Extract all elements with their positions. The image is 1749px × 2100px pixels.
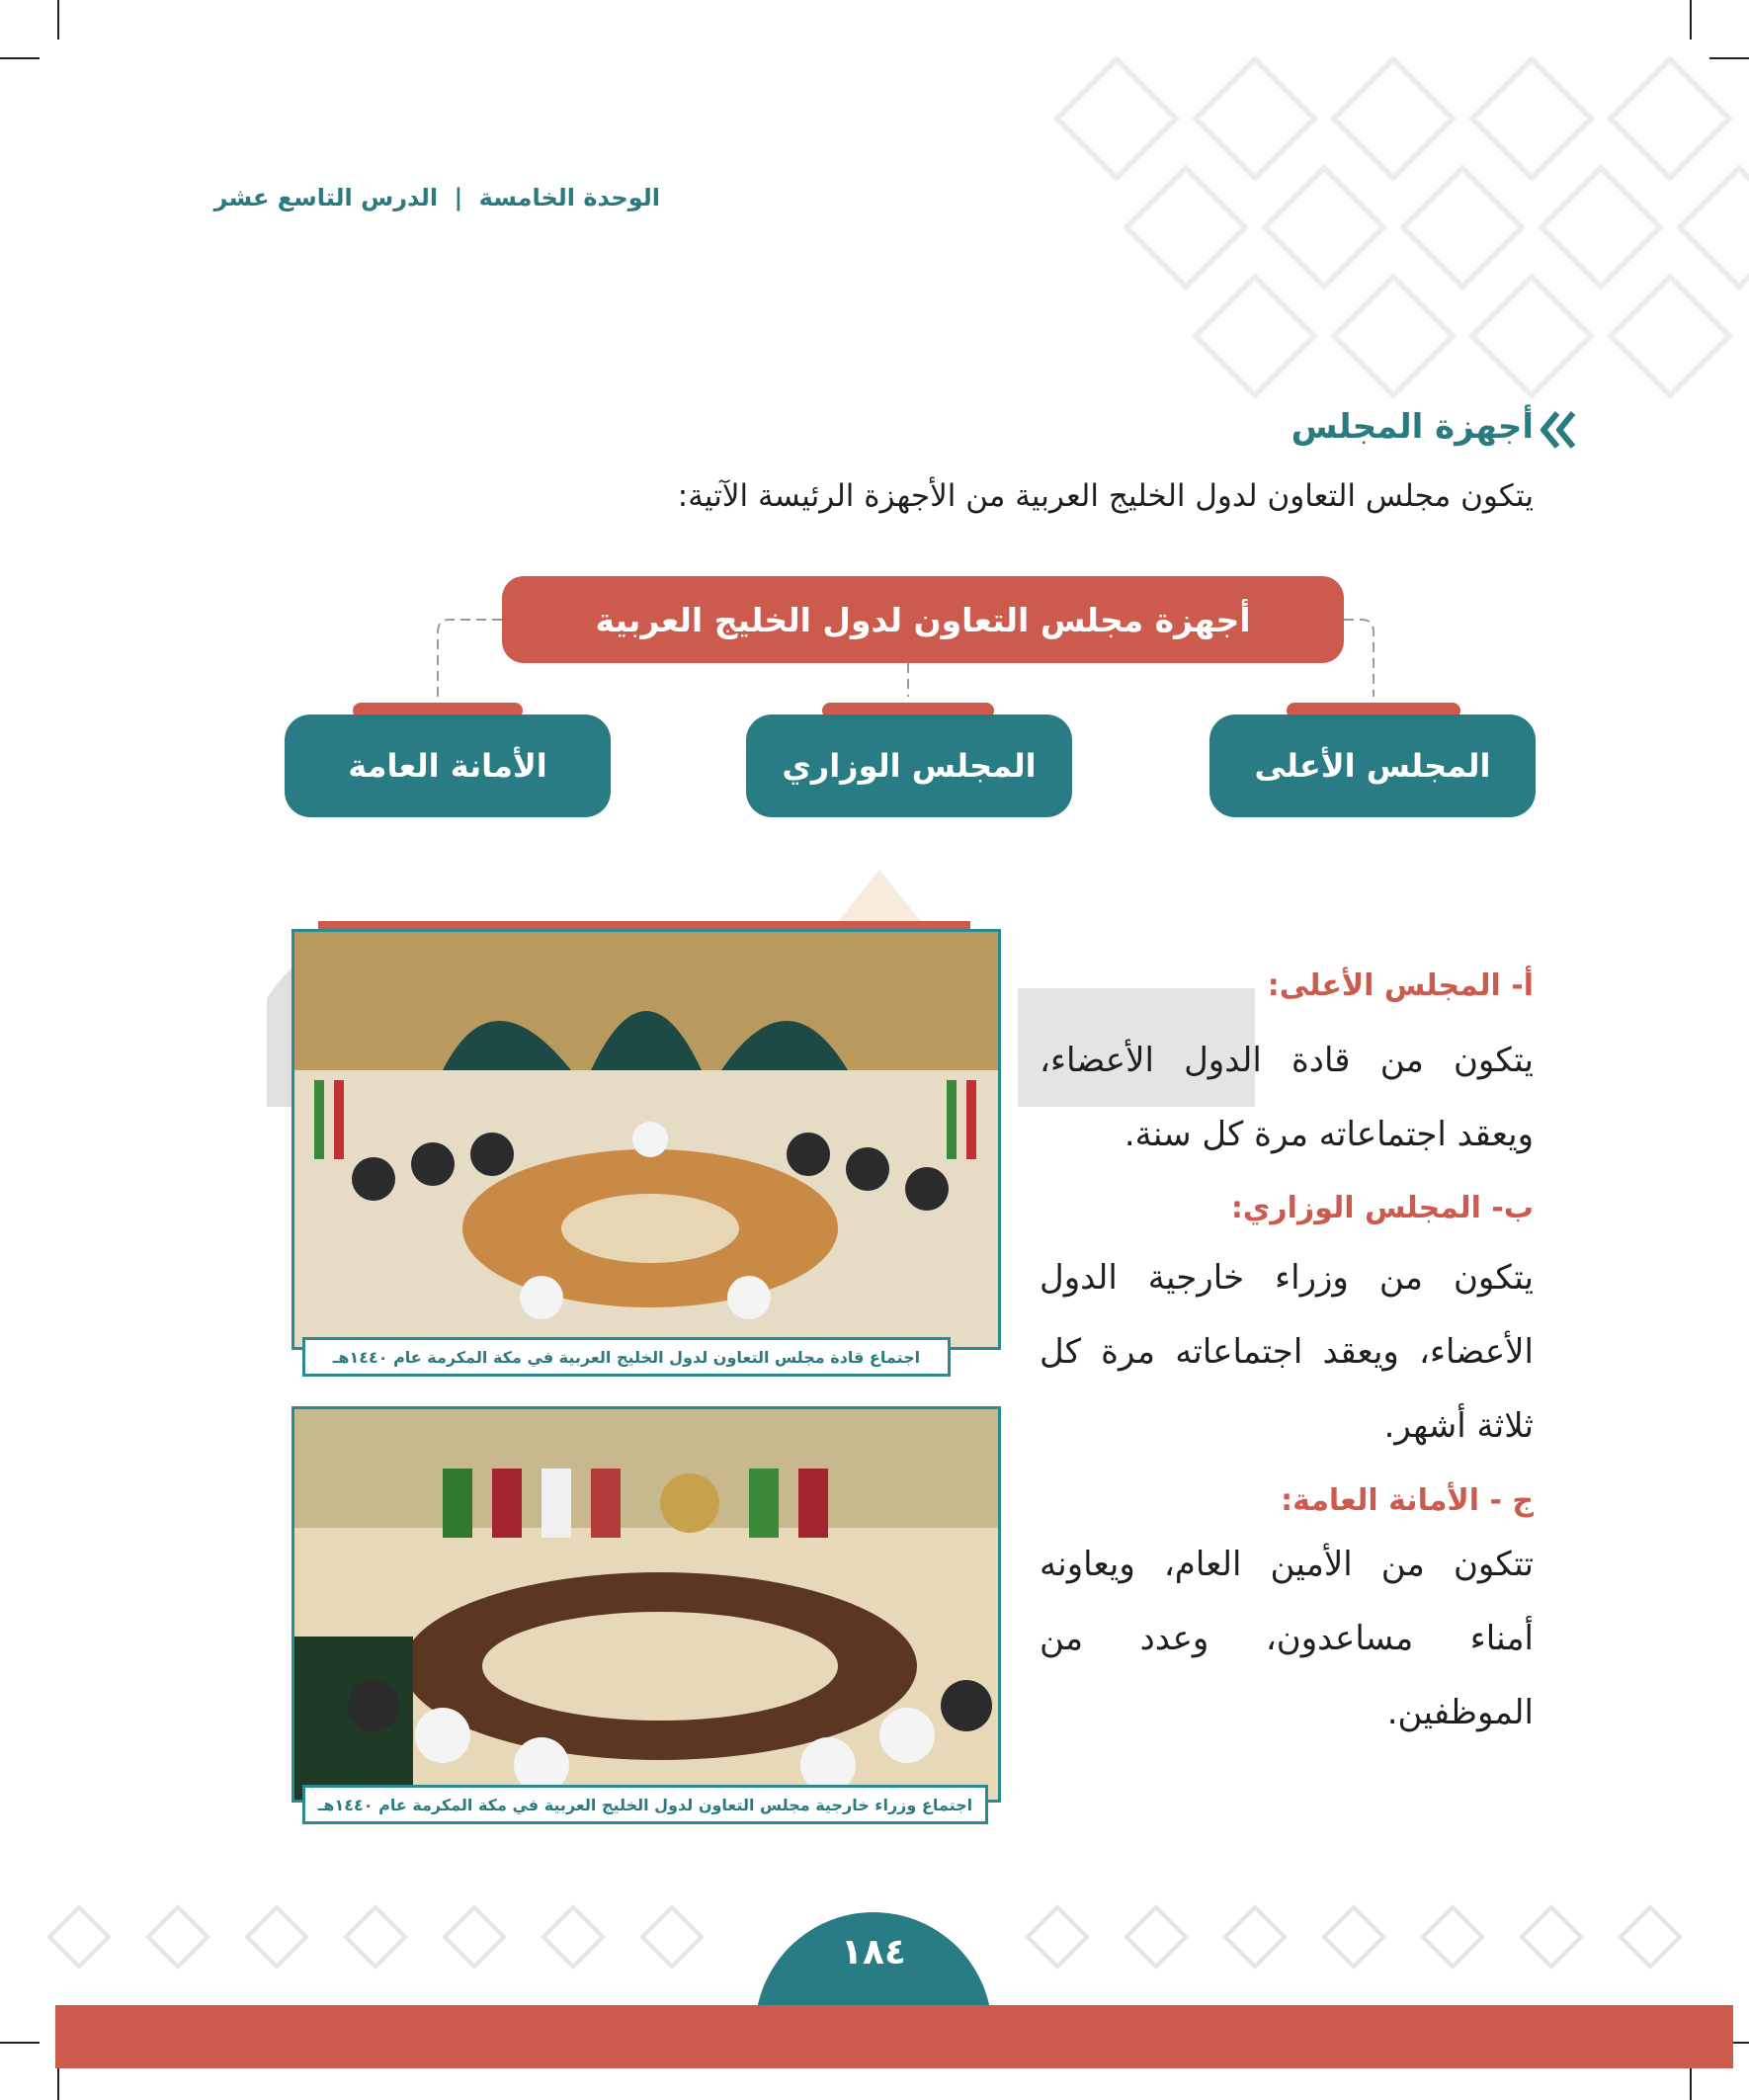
double-chevron-icon bbox=[1538, 409, 1579, 451]
crop-mark bbox=[0, 57, 40, 59]
header-separator: | bbox=[454, 184, 463, 211]
photo-caption: اجتماع وزراء خارجية مجلس التعاون لدول الخليج العربية في مكة المكرمة عام ١٤٤٠هـ bbox=[302, 1785, 988, 1824]
section-title: أجهزة المجلس bbox=[1291, 407, 1534, 447]
general-secretariat-heading: ج - الأمانة العامة: bbox=[1281, 1483, 1534, 1518]
page-number: ١٨٤ bbox=[841, 1932, 906, 1973]
supreme-council-heading: أ- المجلس الأعلى: bbox=[1267, 968, 1534, 1003]
photo-caption: اجتماع قادة مجلس التعاون لدول الخليج العربية في مكة المكرمة عام ١٤٤٠هـ bbox=[302, 1337, 951, 1377]
running-header bbox=[214, 184, 660, 211]
photo-accent-bar bbox=[318, 921, 970, 929]
general-secretariat-text: تتكون من الأمين العام، ويعاونه أمناء مساعدون، وعدد من الموظفين. bbox=[1040, 1545, 1534, 1732]
supreme-council-text: يتكون من قادة الدول الأعضاء، ويعقد اجتماعاته مرة كل سنة. bbox=[1040, 1041, 1534, 1154]
photo-leaders-meeting bbox=[292, 929, 1001, 1350]
photo-ministers-meeting bbox=[292, 1406, 1001, 1803]
photo-leaders-meeting-image bbox=[294, 932, 998, 1347]
crop-mark bbox=[0, 2042, 40, 2044]
diagram-node-supreme-council: المجلس الأعلى bbox=[1209, 714, 1536, 817]
diagram-node-ministerial-council: المجلس الوزاري bbox=[746, 714, 1072, 817]
ministerial-council-text: يتكون من وزراء خارجية الدول الأعضاء، ويعقد اجتماعاته مرة كل ثلاثة أشهر. bbox=[1040, 1258, 1534, 1446]
intro-paragraph: يتكون مجلس التعاون لدول الخليج العربية من الأجهزة الرئيسة الآتية: bbox=[677, 478, 1534, 514]
header-unit: الوحدة الخامسة bbox=[478, 184, 660, 211]
diagram-node-general-secretariat: الأمانة العامة bbox=[285, 714, 611, 817]
crop-mark bbox=[57, 0, 59, 40]
decorative-pattern-top bbox=[998, 0, 1749, 415]
footer-band bbox=[55, 2005, 1733, 2068]
header-lesson: الدرس التاسع عشر bbox=[213, 184, 439, 211]
photo-ministers-meeting-image bbox=[294, 1409, 998, 1800]
ministerial-council-heading: ب- المجلس الوزاري: bbox=[1230, 1191, 1534, 1225]
diagram-root-box: أجهزة مجلس التعاون لدول الخليج العربية bbox=[502, 576, 1344, 663]
